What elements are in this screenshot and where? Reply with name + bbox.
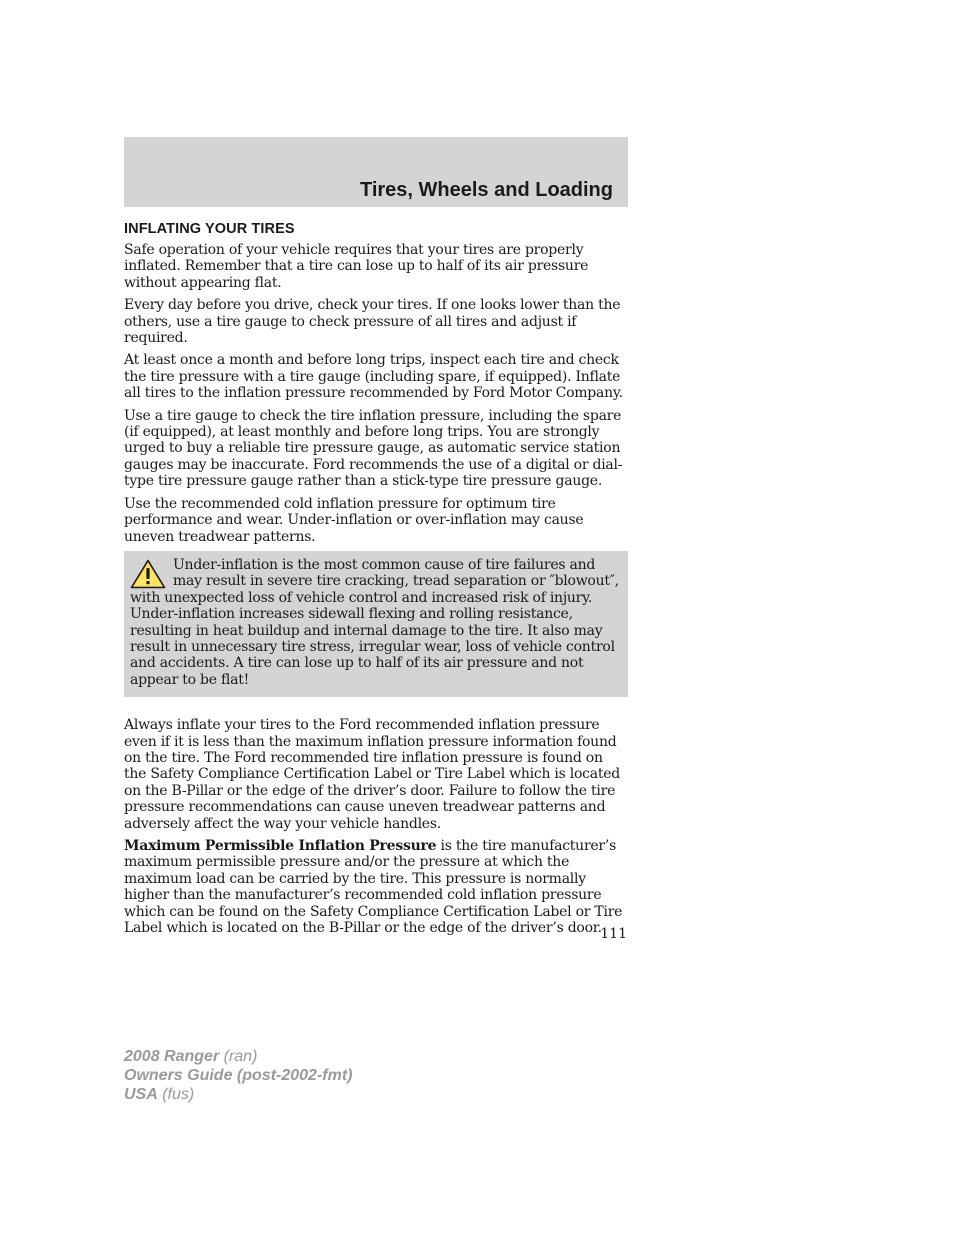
- chapter-header: [124, 137, 628, 207]
- paragraph: Always inflate your tires to the Ford recommended inflation pressure even if it is less than the maximum inflation pressure information found on the tire. The Ford recommended tire inflation pressure is found on the Safety Compliance Certification Label or Tire Label which is located on the B-Pillar or the edge of the driver’s door. Failure to follow the tire pressure recommendations can cause uneven treadwear patterns and adversely affect the way your vehicle handles.: [124, 717, 620, 832]
- warning-text: Under-inflation is the most common cause of tire failures and may result in severe tire cracking, tread separation or ″blowout″, with unexpected loss of vehicle control and increased risk of injury. Under-inflation increases sidewall flexing and rolling resistance, resulting in heat buildup and internal damage to the tire. It also may result in unnecessary tire stress, irregular wear, loss of vehicle control and accidents. A tire can lose up to half of its air pressure and not appear to be flat!: [130, 556, 619, 688]
- footer-line-model: [124, 1047, 352, 1066]
- footer-guide: Owners Guide (post-2002-fmt): [124, 1067, 353, 1084]
- footer-market: USA: [124, 1086, 158, 1103]
- page-number: 111: [600, 926, 627, 942]
- footer-line-market: [124, 1085, 352, 1104]
- footer-model-code: (ran): [219, 1048, 258, 1065]
- paragraph: At least once a month and before long trips, inspect each tire and check the tire pressure with a tire gauge (including spare, if equipped). Inflate all tires to the inflation pressure recommended by Ford Motor Company.: [124, 352, 623, 402]
- footer-model: 2008 Ranger: [124, 1048, 220, 1065]
- warning-triangle-icon: [130, 559, 166, 589]
- max-pressure-term: Maximum Permissible Inflation Pressure: [124, 838, 437, 854]
- warning-box: [124, 551, 628, 697]
- chapter-title: Tires, Wheels and Loading: [359, 179, 613, 201]
- footer-market-code: (fus): [157, 1086, 195, 1103]
- paragraph: Use a tire gauge to check the tire inflation pressure, including the spare (if equipped), at least monthly and before long trips. You are strongly urged to buy a reliable tire pressure gauge, as automatic service station gauges may be inaccurate. Ford recommends the use of a digital or dial-type tire pressure gauge rather than a stick-type tire pressure gauge.: [124, 407, 623, 490]
- paragraph: Every day before you drive, check your tires. If one looks lower than the others, use a tire gauge to check pressure of all tires and adjust if required.: [124, 297, 621, 347]
- max-pressure-text: is the tire manufacturer’s maximum permissible pressure and/or the pressure at which the maximum load can be carried by the tire. This pressure is normally higher than the manufacturer’s recommended cold inflation pressure which can be found on the Safety Compliance Certification Label or Tire Label which is located on the B-Pillar or the edge of the driver’s door.: [124, 838, 623, 937]
- paragraph: Safe operation of your vehicle requires that your tires are properly inflated. Remember that a tire can lose up to half of its air pressure without appearing flat.: [124, 242, 589, 291]
- max-pressure-paragraph: [124, 838, 628, 936]
- page-content: [124, 221, 628, 942]
- document-footer: [124, 1047, 352, 1104]
- paragraph: Use the recommended cold inflation pressure for optimum tire performance and wear. Under-inflation or over-inflation may cause uneven treadwear patterns.: [124, 495, 584, 545]
- section-heading: INFLATING YOUR TIRES: [124, 221, 295, 237]
- footer-line-guide: [124, 1066, 352, 1085]
